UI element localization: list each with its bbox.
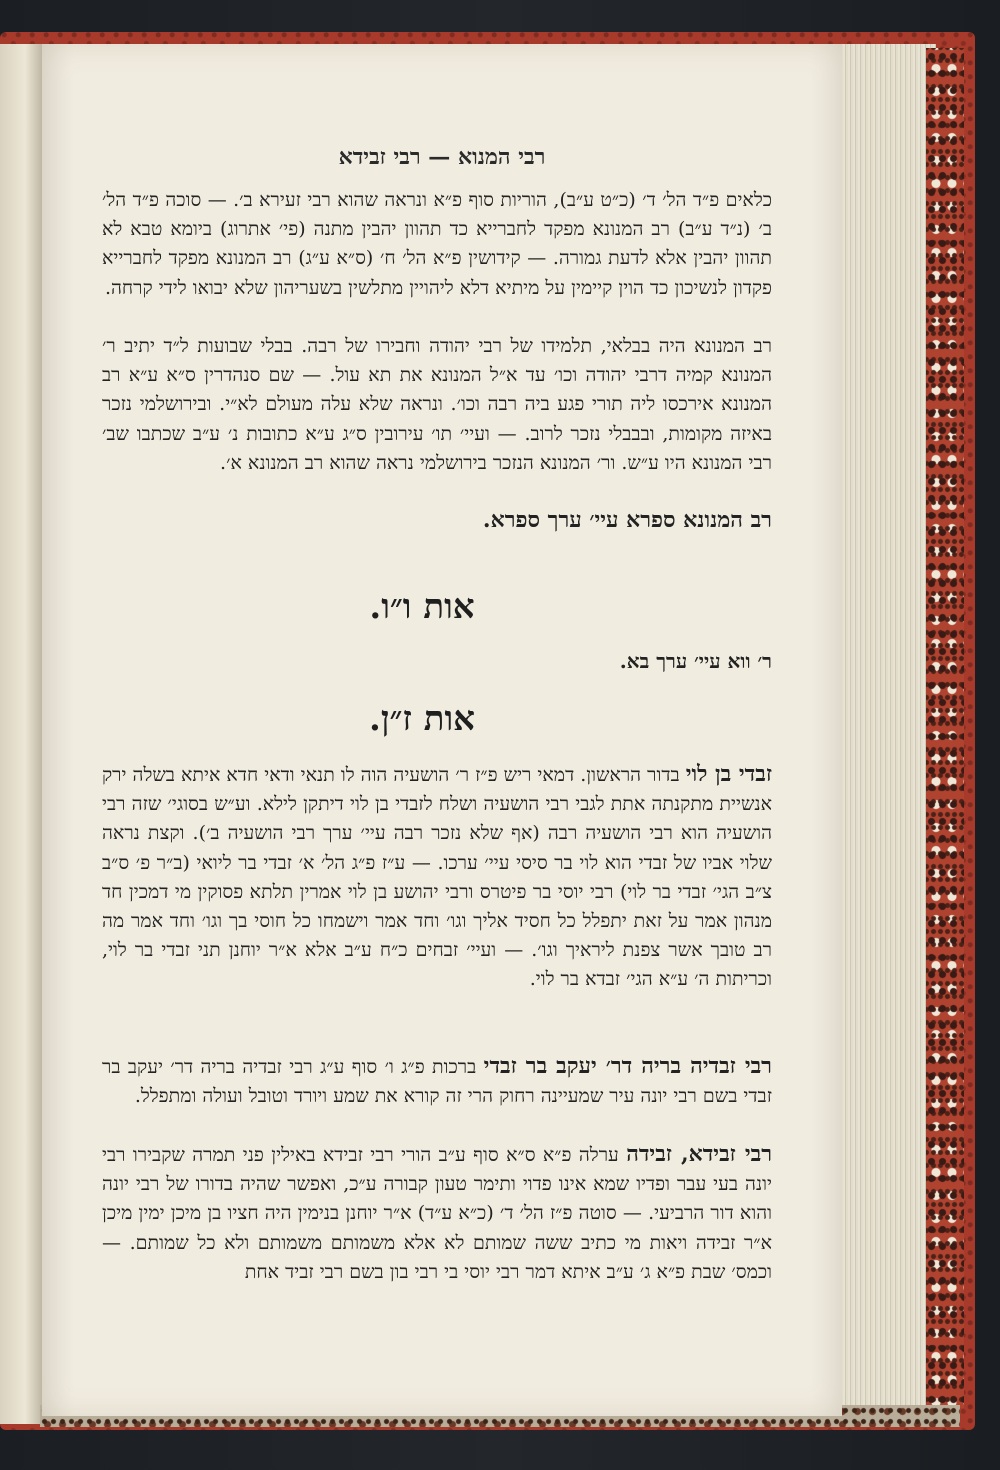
paragraph-2-end: רב המנונא ספרא עיי׳ ערך ספרא. [482, 507, 772, 533]
entry-zevida [102, 1140, 772, 1287]
section-heading-vav: אות ו״ו. [369, 587, 475, 627]
left-page-edge [0, 44, 43, 1424]
entry-zavdiyah [102, 1052, 772, 1111]
book-page [42, 44, 842, 1416]
paragraph-2 [102, 332, 772, 478]
page-edge-speckled [926, 48, 964, 1408]
paragraph-1 [102, 186, 772, 303]
entry-lemma: רבי זבדיה בריה דר׳ יעקב בר זבדי [483, 1053, 772, 1079]
entry-text: בדור הראשון. דמאי ריש פ״ז ר׳ הושעיה הוה לו תנאי ודאי חדא איתא בשלה ירק אנשיית מתקנתה אתת לגבי רבי הושעיה ושלח לזבדי בן לוי דיתקן לילא. וע״ש בסוגי׳ שזה רבי הושעיה הוא רבי הושעיה רבה (אף שלא נזכר רבה עיי׳ ערך רבי הושעיה ב׳). וקצת נראה שלוי אביו של זבדי הוא לוי בר סיסי עיי׳ ערכו. — ע״ז פ״ג הל׳ א׳ זבדי בר ליואי (ב״ר פ׳ ס״ב צ״ב הגי׳ זבדי בר לוי) רבי יוסי בר פיטרס ורבי יהושע בן לוי אמרין תלתא פסוקין מי דמכין חד מנהון אמר על זאת יתפלל כל חסיד אליך וגו׳ וחד אמר וישמחו כל חוסי בך וגו׳ וחד אמר מה רב טובך אשר צפנת ליראיך וגו׳. — ועיי׳ זבחים כ״ח ע״ב אלא א״ר יוחנן תני זבדי בר לוי, וכריתות ה׳ ע״א הגי׳ זבדא בר לוי. [102, 764, 772, 991]
paragraph-2-text: רב המנונא היה בבלאי, תלמידו של רבי יהודה וחבירו של רבה. בבלי שבועות ל״ד יתיב ר׳ המנונא קמיה דרבי יהודה וכו׳ עד א״ל המנונא את תא עול. — שם סנהדרין ס״א ע״א רב המנונא אירכסו ליה תורי פגע ביה רבה וכו׳. ונראה שלא עלה מעולם לא״י. ובירושלמי נזכר באיזה מקומות, ובבבלי נזכר לרוב. — ועיי׳ תו׳ עירובין ס״ג ע״א כתובות נ׳ ע״ב שכתבו שב׳ רבי המנונא היו ע״ש. ור׳ המנונא הנזכר בירושלמי נראה שהוא רב המנונא א׳. [102, 335, 772, 474]
running-header: רבי המנוא — רבי זבידא [338, 144, 546, 170]
entry-text: ברכות פ״ג ו׳ סוף ע״ג רבי זבדיה בריה דר׳ יעקב בר זבדי בשם רבי יונה עיר שמעיינה רחוק הרי זה קורא את שמע ויורד וטובל ועולה ומתפלל. [102, 1056, 772, 1108]
vav-reference: ר׳ ווא עיי׳ ערך בא. [619, 649, 772, 673]
paragraph-1-text: כלאים פ״ד הל׳ ד׳ (כ״ט ע״ב), הוריות סוף פ״א ונראה שהוא רבי זעירא ב׳. — סוכה פ״ד הל׳ ב׳ (נ״ד ע״ב) רב המנונא מפקד לחברייא כד תהוון יהבין מתנה (פי׳ אתרוג) ביומא טבא לא תהוון יהבין אלא לדעת גמורה. — קידושין פ״א הל׳ ח׳ (ס״א ע״ג) רב המנונא מפקד לחברייא פקדון לנשיכון כד הוין קיימין על מיתיא דלא ליהויין מתלשין בשעריהון שלא יבואו לידי קרחה. [102, 189, 772, 299]
page-block-edge [838, 44, 936, 1414]
entry-zavdi-ben-levi [102, 760, 772, 995]
section-heading-zayin: אות ז״ן. [368, 699, 475, 739]
entry-lemma: רבי זבידא, זבידה [626, 1141, 773, 1167]
entry-lemma: זבדי בן לוי [685, 761, 772, 787]
entry-text: ערלה פ״א ס״א סוף ע״ב הורי רבי זבידא באילין פני תמרה שקבירו רבי יונה בעי עבר ופדיו שמא אינו פדוי ותימר טעון קבורה ע״כ, ואפשר שהיה בדורו של רבי יונה והוא דור הרביעי. — סוטה פ״ז הל׳ ד׳ (כ״א ע״ד) א״ר יוחנן בנימין היה חציו בן מיכן ימין מיכן א״ר זבידה ויאות מי כתיב ששה שמותם לא אלא משמותם משמותם ולא כל שמותם. — וכמס׳ שבת פ״א ג׳ ע״ב איתא דמר רבי יוסי בי רבי בון בשם רבי זביד אחת [102, 1144, 772, 1283]
